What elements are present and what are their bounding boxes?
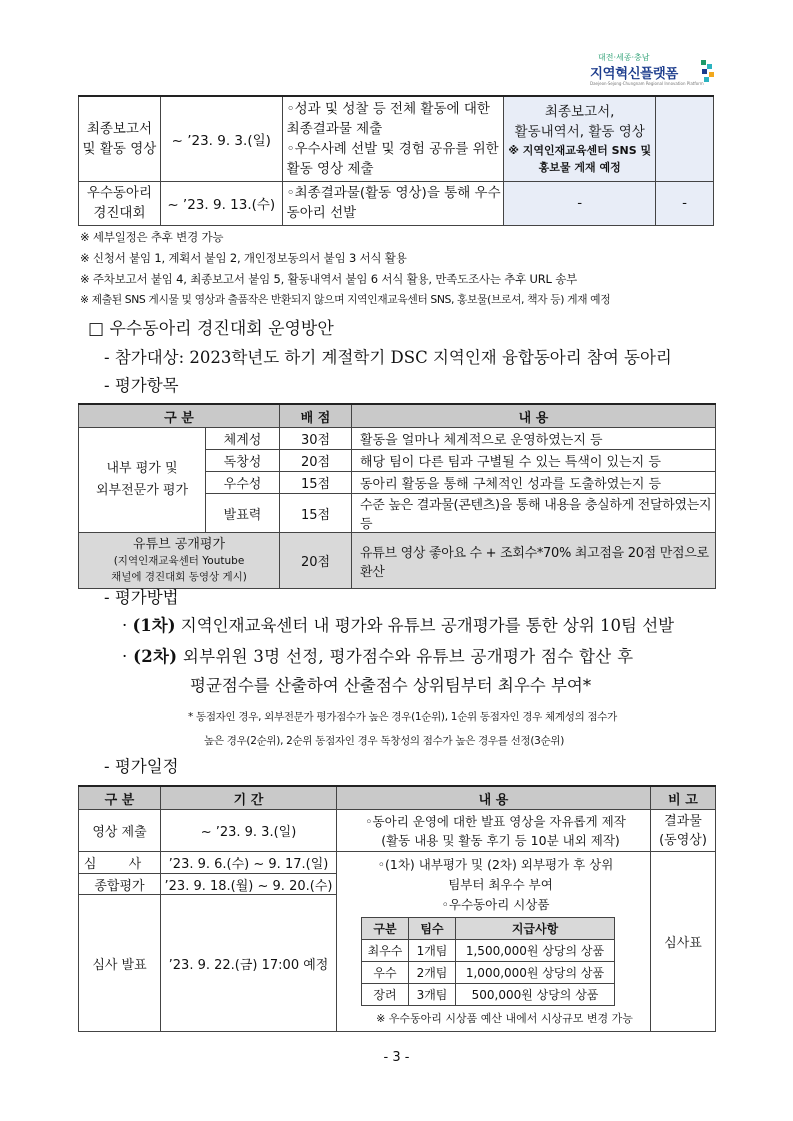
prize-teams: 1개팀 — [409, 940, 456, 962]
output-note: ※ 지역인재교육센터 SNS 및 홍보물 게재 예정 — [508, 143, 652, 174]
row-content — [282, 96, 504, 181]
content-bullet: ◦우수사례 선발 및 경험 공유를 위한 활동 영상 제출 — [286, 140, 499, 177]
row-extra: - — [656, 181, 714, 225]
output-line: 활동내역서, 활동 영상 — [514, 123, 645, 140]
logo-name: 지역혁신플랫폼 — [590, 66, 678, 82]
logo-mark-icon — [699, 58, 719, 86]
header-period: 기 간 — [161, 786, 337, 810]
output-line: 최종보고서, — [544, 103, 615, 120]
prize-tier: 우수 — [362, 962, 409, 984]
eval-item: 체계성 — [206, 428, 280, 450]
header-content: 내 용 — [337, 786, 651, 810]
schedule-name: 심 사 — [79, 852, 161, 874]
schedule-continued-table — [78, 95, 714, 226]
eval-item: 독창성 — [206, 450, 280, 472]
eval-score: 30점 — [280, 428, 352, 450]
logo — [590, 52, 720, 92]
row-period: ~ ’23. 9. 13.(수) — [160, 181, 282, 225]
schedule-period: ’23. 9. 18.(월) ~ 9. 20.(수) — [161, 873, 337, 895]
eval-method-title: - 평가방법 — [104, 588, 179, 607]
evaluation-schedule-table — [78, 785, 716, 1032]
evaluation-table — [78, 403, 716, 589]
content-bullet: ◦성과 및 성찰 등 전체 활동에 대한 최종결과물 제출 — [286, 100, 490, 137]
row-content — [282, 181, 504, 225]
method-note-2: 높은 경우(2순위), 2순위 동점자인 경우 독창성의 점수가 높은 경우를 선정(3순위) — [204, 735, 564, 747]
schedule-content — [337, 810, 651, 852]
prize-reward: 1,500,000원 상당의 상품 — [456, 940, 615, 962]
youtube-title: 유튜브 공개평가 — [132, 536, 226, 552]
prize-tier: 장려 — [362, 984, 409, 1006]
method-1: · (1차) 지역인재교육센터 내 평가와 유튜브 공개평가를 통한 상위 10팀 선발 — [122, 616, 675, 635]
eval-content: 수준 높은 결과물(콘텐츠)을 통해 내용을 충실하게 전달하였는지 등 — [352, 494, 716, 533]
header-score: 배 점 — [280, 404, 352, 428]
eval-items-title: - 평가항목 — [104, 376, 179, 395]
participants: - 참가대상: 2023학년도 하기 계절학기 DSC 지역인재 융합동아리 참여 동아리 — [104, 348, 672, 367]
prize-note: ※ 우수동아리 시상품 예산 내에서 시상규모 변경 가능 — [376, 1012, 633, 1025]
method-2: · (2차) 외부위원 3명 선정, 평가점수와 유튜브 공개평가 점수 합산 후 — [122, 647, 634, 666]
row-extra — [656, 96, 714, 181]
schedule-name: 심사 발표 — [79, 895, 161, 1032]
row-period: ~ ’23. 9. 3.(일) — [160, 96, 282, 181]
schedule-period: ’23. 9. 6.(수) ~ 9. 17.(일) — [161, 852, 337, 874]
schedule-name: 영상 제출 — [79, 810, 161, 852]
prize-reward: 1,000,000원 상당의 상품 — [456, 962, 615, 984]
prize-reward: 500,000원 상당의 상품 — [456, 984, 615, 1006]
schedule-title: - 평가일정 — [104, 757, 179, 776]
content-line: (활동 내용 및 활동 후기 등 10분 내외 제작) — [381, 832, 620, 848]
note-line: (동영상) — [659, 832, 707, 848]
method-2-cont: 평균점수를 산출하여 산출점수 상위팀부터 최우수 부여* — [190, 676, 592, 695]
content-line: ◦우수동아리 시상품 — [441, 897, 550, 912]
group-label: 내부 평가 및 외부전문가 평가 — [79, 428, 206, 533]
prize-header: 구분 — [362, 918, 409, 940]
note: ※ 신청서 붙임 1, 계획서 붙임 2, 개인정보동의서 붙임 3 서식 활용 — [80, 251, 407, 265]
eval-item: 우수성 — [206, 472, 280, 494]
prize-table — [361, 917, 615, 1006]
eval-score: 20점 — [280, 450, 352, 472]
eval-score: 15점 — [280, 494, 352, 533]
header-content: 내 용 — [352, 404, 716, 428]
eval-score: 15점 — [280, 472, 352, 494]
content-line: ◦동아리 운영에 대한 발표 영상을 자유롭게 제작 — [365, 813, 626, 829]
eval-item: 발표력 — [206, 494, 280, 533]
method-1-stage: (1차) — [132, 616, 176, 635]
header-note: 비 고 — [651, 786, 716, 810]
row-output: - — [504, 181, 656, 225]
method-note-1: * 동점자인 경우, 외부전문가 평가점수가 높은 경우(1순위), 1순위 동점자인 경우 체계성의 점수가 — [188, 711, 617, 723]
content-bullet: ◦최종결과물(활동 영상)을 통해 우수 동아리 선발 — [286, 185, 501, 221]
header-category: 구 분 — [79, 404, 280, 428]
prize-header: 팀수 — [409, 918, 456, 940]
header-category: 구 분 — [79, 786, 161, 810]
page-number: - 3 - — [383, 1050, 410, 1065]
schedule-period: ~ ’23. 9. 3.(일) — [161, 810, 337, 852]
content-line: ◦(1차) 내부평가 및 (2차) 외부평가 후 상위 — [377, 857, 614, 872]
note: ※ 주차보고서 붙임 4, 최종보고서 붙임 5, 활동내역서 붙임 6 서식 활용, 만족도조사는 추후 URL 송부 — [80, 272, 578, 286]
logo-region: 대전·세종·충남 — [598, 53, 650, 62]
prize-header: 지급사항 — [456, 918, 615, 940]
note-line: 결과물 — [664, 813, 702, 829]
schedule-period: ’23. 9. 22.(금) 17:00 예정 — [161, 895, 337, 1032]
schedule-note-main: 심사표 — [651, 852, 716, 1032]
eval-content: 동아리 활동을 통해 구체적인 성과를 도출하였는지 등 — [352, 472, 716, 494]
youtube-content: 유튜브 영상 좋아요 수 + 조회수*70% 최고점을 20점 만점으로 환산 — [352, 533, 716, 589]
prize-teams: 2개팀 — [409, 962, 456, 984]
row-output — [504, 96, 656, 181]
schedule-name: 종합평가 — [79, 873, 161, 895]
row-name: 최종보고서 및 활동 영상 — [79, 96, 161, 181]
youtube-score: 20점 — [280, 533, 352, 589]
youtube-label — [79, 533, 280, 589]
schedule-note — [651, 810, 716, 852]
eval-content: 활동을 얼마나 체계적으로 운영하였는지 등 — [352, 428, 716, 450]
method-2-stage: (2차) — [133, 647, 178, 666]
eval-content: 해당 팀이 다른 팀과 구별될 수 있는 특색이 있는지 등 — [352, 450, 716, 472]
prize-tier: 최우수 — [362, 940, 409, 962]
content-line: 팀부터 최우수 부여 — [448, 877, 553, 892]
note: ※ 제출된 SNS 게시물 및 영상과 출품작은 반환되지 않으며 지역인재교육센터 SNS, 홍보물(브로셔, 책자 등) 게재 예정 — [80, 293, 611, 306]
prize-teams: 3개팀 — [409, 984, 456, 1006]
method-1-text: 지역인재교육센터 내 평가와 유튜브 공개평가를 통한 상위 10팀 선발 — [175, 616, 675, 635]
section-title: □ 우수동아리 경진대회 운영방안 — [88, 319, 334, 339]
logo-subtitle: Daejeon·Sejong·Chungnam Regional Innovation Platform — [590, 81, 704, 86]
method-2-text: 외부위원 3명 선정, 평가점수와 유튜브 공개평가 점수 합산 후 — [177, 647, 634, 666]
schedule-content-main — [337, 852, 651, 1032]
row-name: 우수동아리 경진대회 — [79, 181, 161, 225]
youtube-sub: (지역인재교육센터 Youtube 채널에 경진대회 동영상 게시) — [111, 554, 247, 583]
note: ※ 세부일정은 추후 변경 가능 — [80, 230, 224, 244]
